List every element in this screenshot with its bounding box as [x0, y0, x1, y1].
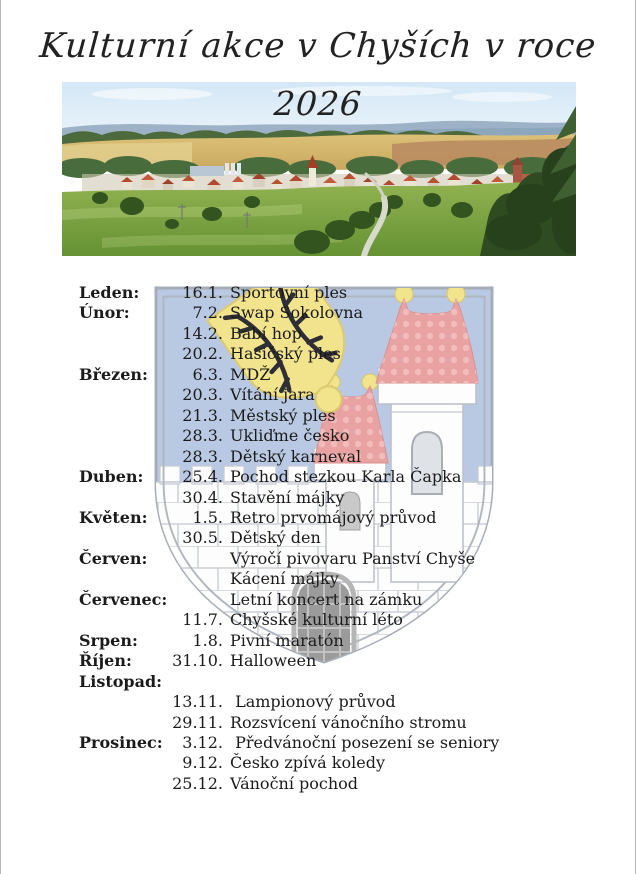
event-date: 31.10.	[172, 651, 223, 671]
event-date: 25.4.	[182, 467, 223, 487]
event-date: 28.3.	[182, 446, 223, 466]
event-title: Sportovní ples	[230, 283, 348, 302]
event-title: Hasičský ples	[230, 344, 341, 364]
event-title: Babí hop	[230, 323, 302, 343]
event-date: 21.3.	[182, 405, 223, 425]
event-month-label: Srpen:	[79, 630, 138, 650]
event-date: 13.11.	[172, 692, 223, 712]
event-title: Kácení májky	[230, 569, 339, 589]
event-month-label: Červenec:	[79, 589, 168, 609]
event-row	[79, 733, 625, 753]
event-title: Halloween	[230, 651, 317, 671]
event-row	[79, 426, 625, 446]
event-date: 3.12.	[182, 732, 223, 752]
event-date: 20.2.	[182, 344, 223, 364]
event-title: Chyšské kulturní léto	[230, 610, 403, 630]
event-row	[79, 385, 625, 405]
event-date: 1.8.	[192, 630, 223, 650]
event-date: 9.12.	[182, 753, 223, 773]
event-month-label: Říjen:	[79, 651, 132, 671]
event-row	[79, 344, 625, 364]
event-row	[79, 303, 625, 323]
event-row	[79, 631, 625, 651]
event-title: Pochod stezkou Karla Čapka	[230, 467, 462, 487]
event-title: Vánoční pochod	[230, 773, 359, 793]
event-row	[79, 283, 625, 303]
event-month-label: Leden:	[79, 283, 140, 302]
event-month-label: Březen:	[79, 364, 148, 384]
event-date: 16.1.	[182, 283, 223, 302]
event-title: Swap Sokolovna	[230, 303, 364, 323]
event-row	[79, 610, 625, 630]
event-date: 30.5.	[182, 528, 223, 548]
event-title: Letní koncert na zámku	[230, 589, 423, 609]
event-month-label: Květen:	[79, 507, 148, 527]
event-date: 20.3.	[182, 385, 223, 405]
event-month-label: Červen:	[79, 548, 148, 568]
event-month-label: Listopad:	[79, 671, 163, 691]
event-row	[79, 692, 625, 712]
event-month-label: Únor:	[79, 303, 130, 323]
page-title: Kulturní akce v Chyších v roce	[38, 26, 598, 66]
event-title: Stavění májky	[230, 487, 345, 507]
event-date: 28.3.	[182, 426, 223, 446]
event-row	[79, 365, 625, 385]
event-title: Vítání jara	[230, 385, 315, 405]
event-title: Výročí pivovaru Panství Chyše	[230, 548, 476, 568]
event-title: Česko zpívá koledy	[230, 753, 385, 773]
event-row	[79, 406, 625, 426]
event-row	[79, 528, 625, 548]
event-date: 14.2.	[182, 323, 223, 343]
event-row	[79, 753, 625, 773]
event-row	[79, 467, 625, 487]
event-date: 1.5.	[192, 507, 223, 527]
event-month-label: Duben:	[79, 467, 144, 487]
event-title: MDŽ	[230, 364, 271, 384]
event-date: 29.11.	[172, 712, 223, 732]
event-title: Rozsvícení vánočního stromu	[230, 712, 467, 732]
event-title: Retro prvomájový průvod	[230, 507, 437, 527]
event-list	[79, 283, 625, 794]
event-title: Předvánoční posezení se seniory	[230, 732, 500, 752]
event-row	[79, 447, 625, 467]
event-row	[79, 590, 625, 610]
event-row	[79, 324, 625, 344]
event-date: 30.4.	[182, 487, 223, 507]
event-title: Lampionový průvod	[230, 692, 396, 712]
event-row	[79, 488, 625, 508]
event-row	[79, 569, 625, 589]
event-month-label: Prosinec:	[79, 732, 163, 752]
event-row	[79, 713, 625, 733]
event-title: Pivní maratón	[230, 630, 344, 650]
event-date: 11.7.	[182, 610, 223, 630]
event-row	[79, 549, 625, 569]
year-title: 2026	[272, 84, 364, 123]
event-title: Dětský den	[230, 528, 321, 548]
event-title: Dětský karneval	[230, 446, 362, 466]
event-title: Ukliďme česko	[230, 426, 350, 446]
event-row	[79, 672, 625, 692]
event-row	[79, 508, 625, 528]
event-date: 25.12.	[172, 773, 223, 793]
event-title: Městský ples	[230, 405, 336, 425]
event-date: 7.2.	[192, 303, 223, 323]
event-row	[79, 651, 625, 671]
event-row	[79, 774, 625, 794]
event-date: 6.3.	[192, 364, 223, 384]
